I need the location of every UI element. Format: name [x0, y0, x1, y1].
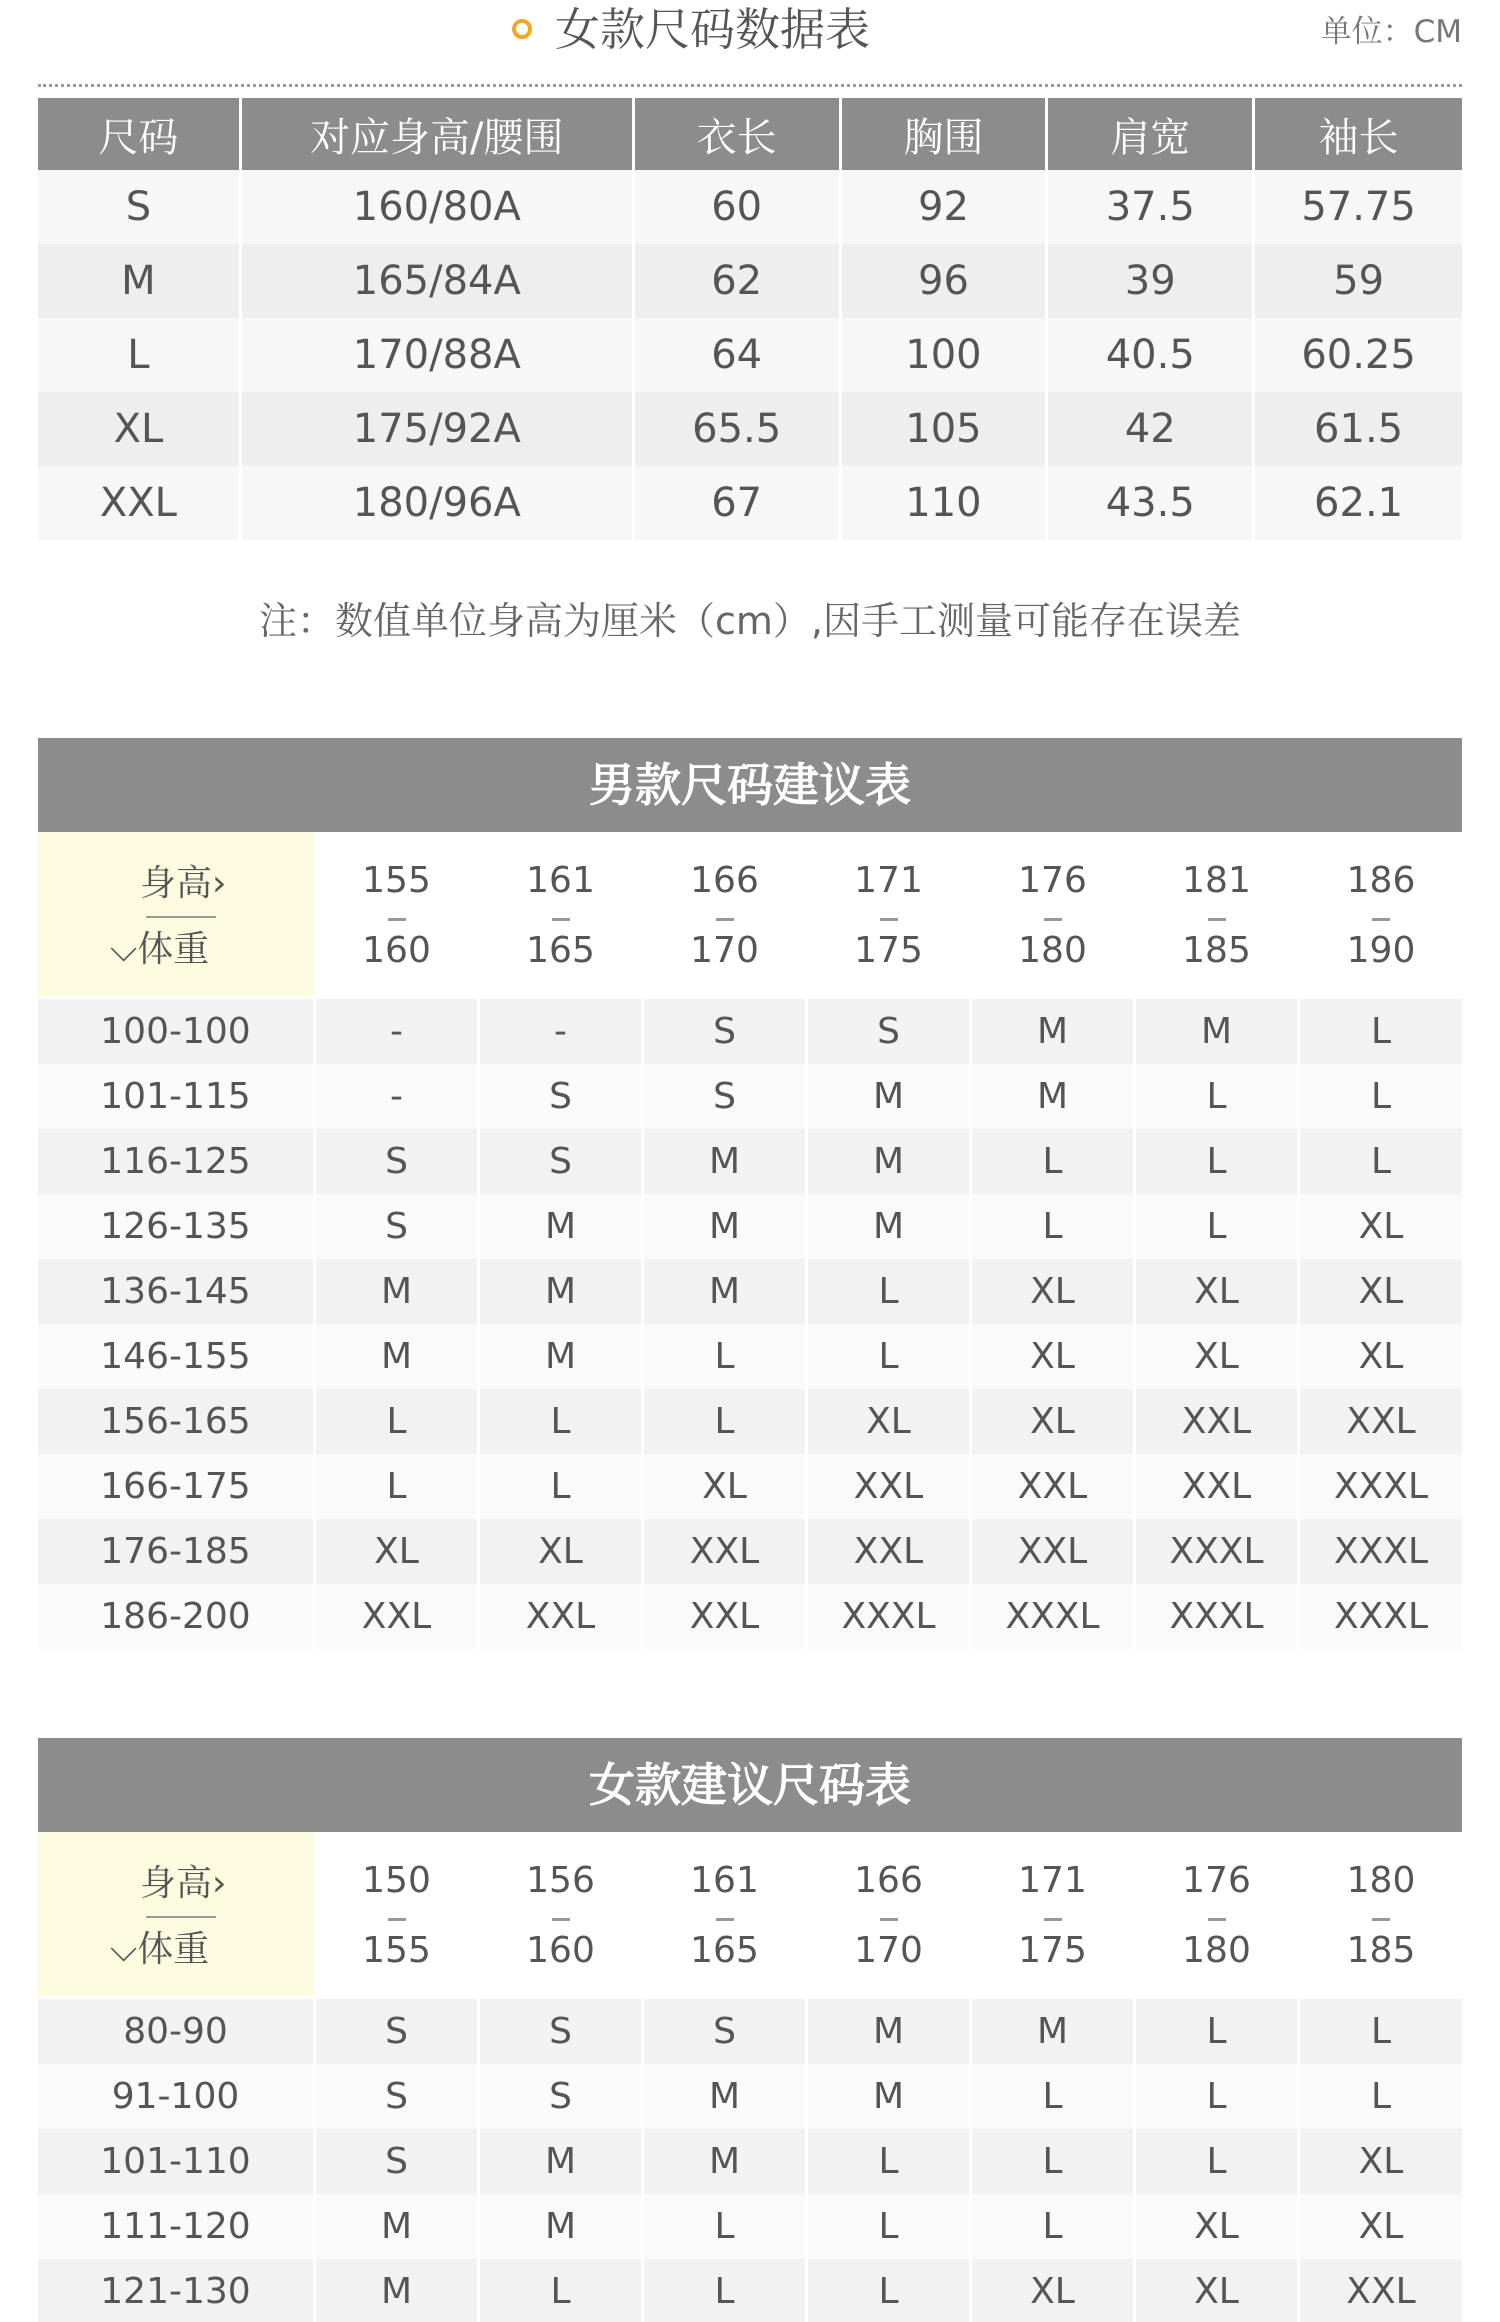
height-range-header [1300, 832, 1462, 999]
size-cell: L [972, 1194, 1136, 1259]
table-row [38, 1519, 1462, 1584]
column-header: 对应身高/腰围 [242, 98, 635, 170]
corner-divider [146, 1916, 216, 1918]
table-row [38, 1064, 1462, 1129]
men-size-suggestion-table [38, 832, 1462, 1649]
size-cell: M [644, 1129, 808, 1194]
height-range-header [972, 1832, 1136, 1999]
weight-range-cell: 101-110 [38, 2129, 316, 2194]
size-cell: L [808, 1324, 972, 1389]
size-cell: L [1136, 1194, 1300, 1259]
height-to: 190 [1346, 930, 1416, 971]
size-cell: M [316, 2259, 480, 2322]
table-cell: 165/84A [242, 244, 635, 318]
table-cell: 40.5 [1048, 318, 1255, 392]
size-cell: - [316, 999, 480, 1064]
height-range-header [972, 832, 1136, 999]
table-cell: XL [38, 392, 242, 466]
height-range-header [1300, 1832, 1462, 1999]
size-cell: XXXL [1300, 1454, 1462, 1519]
height-range-header [644, 832, 808, 999]
table-row [38, 244, 1462, 318]
size-cell: L [808, 2194, 972, 2259]
table-row [38, 1454, 1462, 1519]
size-cell: S [316, 2129, 480, 2194]
size-cell: L [1136, 1064, 1300, 1129]
table-cell: XXL [38, 466, 242, 540]
size-cell: XXXL [1136, 1519, 1300, 1584]
size-cell: M [644, 1259, 808, 1324]
weight-range-cell: 126-135 [38, 1194, 316, 1259]
size-cell: M [480, 1324, 644, 1389]
range-dash [388, 918, 406, 921]
size-cell: - [316, 1064, 480, 1129]
table-row [38, 1259, 1462, 1324]
weight-range-cell: 111-120 [38, 2194, 316, 2259]
size-cell: S [316, 2064, 480, 2129]
size-cell: S [316, 1999, 480, 2064]
size-cell: XL [1300, 1259, 1462, 1324]
size-cell: M [808, 1194, 972, 1259]
size-cell: XL [1300, 1194, 1462, 1259]
range-dash [716, 918, 734, 921]
range-dash [1372, 918, 1390, 921]
height-to: 170 [854, 1930, 923, 1971]
height-from: 161 [690, 1860, 759, 1901]
table-row [38, 318, 1462, 392]
weight-range-cell: 91-100 [38, 2064, 316, 2129]
height-from: 171 [1018, 1860, 1087, 1901]
table-cell: 96 [842, 244, 1049, 318]
size-cell: XXL [316, 1584, 480, 1649]
size-cell: M [808, 1129, 972, 1194]
table-cell: 100 [842, 318, 1049, 392]
size-cell: L [972, 2194, 1136, 2259]
height-from: 186 [1346, 860, 1416, 901]
range-dash [1208, 1918, 1226, 1921]
weight-range-cell: 116-125 [38, 1129, 316, 1194]
size-cell: L [1300, 1999, 1462, 2064]
men-suggest-title: 男款尺码建议表 [38, 738, 1462, 832]
table-row [38, 999, 1462, 1064]
unit-label: 单位：CM [1320, 14, 1462, 50]
table-row [38, 1999, 1462, 2064]
height-to: 160 [526, 1930, 595, 1971]
table-row [38, 1324, 1462, 1389]
column-header: 袖长 [1255, 98, 1462, 170]
height-range [808, 1832, 969, 1996]
height-range [480, 832, 641, 996]
table-row [38, 466, 1462, 540]
size-cell: L [808, 2259, 972, 2322]
size-cell: M [808, 1999, 972, 2064]
table-cell: 62 [635, 244, 842, 318]
size-cell: L [972, 1129, 1136, 1194]
corner-divider [146, 916, 216, 918]
table-cell: 170/88A [242, 318, 635, 392]
height-range [1136, 1832, 1297, 1996]
height-range-header [808, 832, 972, 999]
size-cell: XL [1136, 2259, 1300, 2322]
table-cell: M [38, 244, 242, 318]
page-title: 女款尺码数据表 [555, 3, 871, 56]
size-cell: M [480, 1259, 644, 1324]
size-cell: M [972, 1064, 1136, 1129]
height-weight-corner [38, 1832, 316, 1999]
height-to: 180 [1018, 930, 1087, 971]
table-cell: 64 [635, 318, 842, 392]
height-range-header [1136, 1832, 1300, 1999]
height-from: 161 [526, 860, 595, 901]
height-range [644, 1832, 805, 1996]
table-cell: 180/96A [242, 466, 635, 540]
size-cell: - [480, 999, 644, 1064]
height-to: 185 [1346, 1930, 1416, 1971]
size-cell: XXL [644, 1584, 808, 1649]
size-cell: M [480, 1194, 644, 1259]
size-cell: L [316, 1389, 480, 1454]
height-to: 155 [362, 1930, 431, 1971]
size-cell: S [480, 1129, 644, 1194]
height-header-row [38, 1832, 1462, 1999]
weight-range-cell: 156-165 [38, 1389, 316, 1454]
size-cell: M [808, 2064, 972, 2129]
women-size-suggestion-table [38, 1832, 1462, 2322]
height-to: 160 [362, 930, 431, 971]
table-cell: 62.1 [1255, 466, 1462, 540]
size-cell: L [1136, 2064, 1300, 2129]
height-from: 180 [1346, 1860, 1416, 1901]
size-cell: XL [972, 1259, 1136, 1324]
height-range-header [316, 832, 480, 999]
size-cell: XL [972, 1324, 1136, 1389]
circle-bullet-icon [512, 19, 532, 39]
size-cell: XXL [972, 1519, 1136, 1584]
height-range [972, 1832, 1133, 1996]
weight-range-cell: 80-90 [38, 1999, 316, 2064]
size-cell: XXL [1300, 2259, 1462, 2322]
table-row [38, 1389, 1462, 1454]
size-cell: S [808, 999, 972, 1064]
size-cell: XL [1136, 1324, 1300, 1389]
size-cell: L [644, 1324, 808, 1389]
weight-range-cell: 136-145 [38, 1259, 316, 1324]
table-cell: 105 [842, 392, 1049, 466]
size-cell: XXXL [1300, 1519, 1462, 1584]
size-cell: XL [972, 2259, 1136, 2322]
size-cell: XL [808, 1389, 972, 1454]
height-range [316, 832, 477, 996]
size-cell: L [1136, 1129, 1300, 1194]
height-range-header [808, 1832, 972, 1999]
table-cell: S [38, 170, 242, 244]
column-header: 衣长 [635, 98, 842, 170]
size-cell: M [316, 1324, 480, 1389]
size-cell: XXL [644, 1519, 808, 1584]
size-cell: L [1136, 2129, 1300, 2194]
size-cell: S [480, 1064, 644, 1129]
size-cell: S [316, 1129, 480, 1194]
weight-range-cell: 176-185 [38, 1519, 316, 1584]
size-cell: L [1300, 1129, 1462, 1194]
table-cell: 37.5 [1048, 170, 1255, 244]
range-dash [552, 918, 570, 921]
height-range-header [1136, 832, 1300, 999]
weight-range-cell: 121-130 [38, 2259, 316, 2322]
size-cell: XXXL [808, 1584, 972, 1649]
height-range [1300, 832, 1462, 996]
table-cell: 60 [635, 170, 842, 244]
size-cell: M [808, 1064, 972, 1129]
table-cell: L [38, 318, 242, 392]
table-cell: 43.5 [1048, 466, 1255, 540]
range-dash [552, 1918, 570, 1921]
weight-range-cell: 100-100 [38, 999, 316, 1064]
size-cell: XXL [1300, 1389, 1462, 1454]
size-cell: XL [316, 1519, 480, 1584]
measurement-note: 注：数值单位身高为厘米（cm）,因手工测量可能存在误差 [259, 599, 1241, 643]
height-range [480, 1832, 641, 1996]
weight-range-cell: 101-115 [38, 1064, 316, 1129]
size-cell: XL [1300, 2129, 1462, 2194]
weight-range-cell: 146-155 [38, 1324, 316, 1389]
table-row [38, 2129, 1462, 2194]
height-from: 181 [1182, 860, 1251, 901]
height-from: 176 [1018, 860, 1087, 901]
height-from: 176 [1182, 1860, 1251, 1901]
weight-label: ⌵体重 [110, 929, 210, 970]
size-cell: XXXL [972, 1584, 1136, 1649]
size-cell: XL [1300, 2194, 1462, 2259]
size-cell: L [480, 1389, 644, 1454]
height-range [1136, 832, 1297, 996]
size-cell: XXL [1136, 1454, 1300, 1519]
size-cell: XXL [480, 1584, 644, 1649]
table-cell: 59 [1255, 244, 1462, 318]
table-cell: 92 [842, 170, 1049, 244]
size-cell: L [972, 2064, 1136, 2129]
table-cell: 60.25 [1255, 318, 1462, 392]
height-from: 166 [690, 860, 759, 901]
range-dash [1044, 918, 1062, 921]
height-to: 165 [690, 1930, 759, 1971]
size-cell: XL [972, 1389, 1136, 1454]
weight-label: ⌵体重 [110, 1929, 210, 1970]
range-dash [388, 1918, 406, 1921]
size-cell: M [1136, 999, 1300, 1064]
size-cell: XL [480, 1519, 644, 1584]
size-cell: S [480, 2064, 644, 2129]
height-from: 156 [526, 1860, 595, 1901]
height-to: 175 [854, 930, 923, 971]
column-header: 胸围 [842, 98, 1049, 170]
size-cell: M [644, 2064, 808, 2129]
column-header: 尺码 [38, 98, 242, 170]
height-range [1300, 1832, 1462, 1996]
size-cell: L [1300, 1064, 1462, 1129]
table-row [38, 1584, 1462, 1649]
height-range [644, 832, 805, 996]
page-header [0, 0, 1500, 62]
height-range [972, 832, 1133, 996]
size-cell: L [644, 1389, 808, 1454]
table-row [38, 170, 1462, 244]
size-cell: M [644, 1194, 808, 1259]
size-cell: M [972, 1999, 1136, 2064]
table-row [38, 1194, 1462, 1259]
height-range [808, 832, 969, 996]
size-cell: L [644, 2259, 808, 2322]
size-cell: XXXL [1136, 1584, 1300, 1649]
height-range-header [480, 832, 644, 999]
column-header: 肩宽 [1048, 98, 1255, 170]
height-to: 165 [526, 930, 595, 971]
table-cell: 160/80A [242, 170, 635, 244]
size-cell: M [480, 2129, 644, 2194]
size-cell: S [644, 999, 808, 1064]
size-cell: L [972, 2129, 1136, 2194]
height-from: 155 [362, 860, 431, 901]
size-cell: XL [644, 1454, 808, 1519]
weight-range-cell: 186-200 [38, 1584, 316, 1649]
table-cell: 175/92A [242, 392, 635, 466]
size-cell: XXL [1136, 1389, 1300, 1454]
size-cell: S [644, 1064, 808, 1129]
size-cell: XL [1300, 1324, 1462, 1389]
table-cell: 42 [1048, 392, 1255, 466]
size-cell: XL [1136, 2194, 1300, 2259]
size-cell: XXXL [1300, 1584, 1462, 1649]
height-from: 166 [854, 1860, 923, 1901]
height-from: 150 [362, 1860, 431, 1901]
weight-range-cell: 166-175 [38, 1454, 316, 1519]
height-label: 身高› [140, 1863, 227, 1904]
size-cell: S [480, 1999, 644, 2064]
table-cell: 110 [842, 466, 1049, 540]
height-from: 171 [854, 860, 923, 901]
range-dash [880, 1918, 898, 1921]
size-cell: L [808, 2129, 972, 2194]
table-cell: 61.5 [1255, 392, 1462, 466]
size-cell: M [644, 2129, 808, 2194]
size-cell: L [1300, 2064, 1462, 2129]
women-suggest-title: 女款建议尺码表 [38, 1738, 1462, 1832]
height-to: 175 [1018, 1930, 1087, 1971]
height-header-row [38, 832, 1462, 999]
height-weight-corner [38, 832, 316, 999]
height-range [316, 1832, 477, 1996]
range-dash [1208, 918, 1226, 921]
size-cell: L [1300, 999, 1462, 1064]
size-cell: M [972, 999, 1136, 1064]
table-header-row [38, 98, 1462, 170]
table-row [38, 2259, 1462, 2322]
size-cell: M [480, 2194, 644, 2259]
height-range-header [316, 1832, 480, 1999]
size-cell: M [316, 1259, 480, 1324]
height-to: 185 [1182, 930, 1251, 971]
size-cell: L [1136, 1999, 1300, 2064]
size-cell: XXL [808, 1519, 972, 1584]
size-cell: L [480, 2259, 644, 2322]
height-label: 身高› [140, 863, 227, 904]
height-to: 170 [690, 930, 759, 971]
table-row [38, 2194, 1462, 2259]
size-cell: L [480, 1454, 644, 1519]
range-dash [716, 1918, 734, 1921]
range-dash [1372, 1918, 1390, 1921]
table-row [38, 1129, 1462, 1194]
table-cell: 67 [635, 466, 842, 540]
height-range-header [480, 1832, 644, 1999]
size-cell: L [316, 1454, 480, 1519]
table-row [38, 392, 1462, 466]
table-cell: 57.75 [1255, 170, 1462, 244]
size-cell: S [644, 1999, 808, 2064]
height-to: 180 [1182, 1930, 1251, 1971]
range-dash [880, 918, 898, 921]
table-cell: 39 [1048, 244, 1255, 318]
table-cell: 65.5 [635, 392, 842, 466]
women-size-data-table [38, 98, 1462, 540]
size-cell: M [316, 2194, 480, 2259]
size-cell: L [644, 2194, 808, 2259]
size-cell: XL [1136, 1259, 1300, 1324]
size-cell: S [316, 1194, 480, 1259]
table-row [38, 2064, 1462, 2129]
dotted-divider [38, 84, 1462, 87]
height-range-header [644, 1832, 808, 1999]
size-cell: L [808, 1259, 972, 1324]
range-dash [1044, 1918, 1062, 1921]
size-cell: XXL [808, 1454, 972, 1519]
size-cell: XXL [972, 1454, 1136, 1519]
